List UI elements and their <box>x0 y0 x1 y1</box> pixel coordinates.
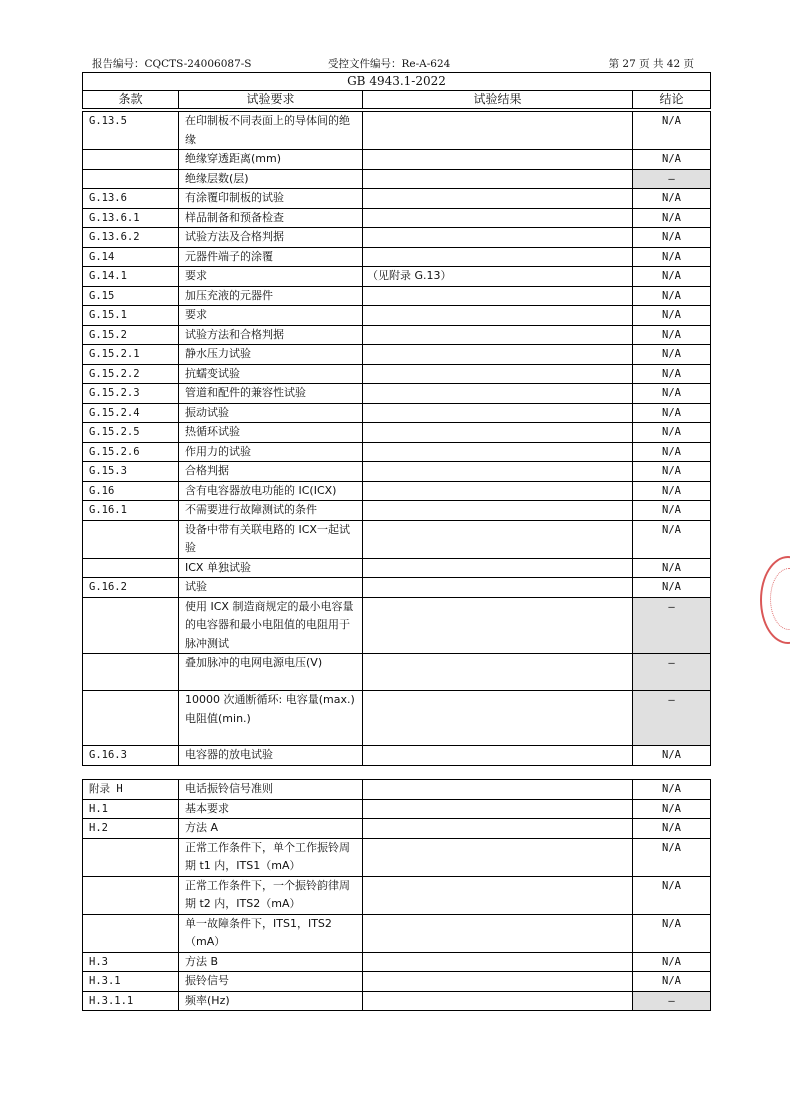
table-row <box>83 267 711 287</box>
verdict-cell: — <box>633 991 711 1011</box>
verdict-cell: N/A <box>633 189 711 209</box>
verdict-cell: N/A <box>633 780 711 800</box>
verdict-cell: N/A <box>633 384 711 404</box>
verdict-cell: N/A <box>633 403 711 423</box>
clause-cell: G.15.2 <box>83 325 179 345</box>
result-cell <box>363 208 633 228</box>
clause-cell <box>83 520 179 558</box>
table-row <box>83 691 711 746</box>
clause-cell: H.3.1.1 <box>83 991 179 1011</box>
requirement-cell: 不需要进行故障测试的条件 <box>179 501 363 521</box>
verdict-cell: N/A <box>633 819 711 839</box>
table-row <box>83 654 711 691</box>
requirement-cell: 静水压力试验 <box>179 345 363 365</box>
result-cell <box>363 972 633 992</box>
requirement-cell: 设备中带有关联电路的 ICX一起试验 <box>179 520 363 558</box>
requirement-cell: 要求 <box>179 306 363 326</box>
verdict-cell: N/A <box>633 442 711 462</box>
table-row <box>83 442 711 462</box>
clause-cell: G.16.1 <box>83 501 179 521</box>
result-cell <box>363 654 633 691</box>
table-row <box>83 578 711 598</box>
column-header-requirement: 试验要求 <box>179 91 363 109</box>
requirement-cell: 振动试验 <box>179 403 363 423</box>
verdict-cell: N/A <box>633 481 711 501</box>
result-cell <box>363 578 633 598</box>
result-cell: （见附录 G.13） <box>363 267 633 287</box>
clause-cell: G.16.2 <box>83 578 179 598</box>
verdict-cell: N/A <box>633 501 711 521</box>
standard-title: GB 4943.1-2022 <box>83 73 711 91</box>
verdict-cell: N/A <box>633 208 711 228</box>
annex-h-table <box>82 779 711 1011</box>
result-cell <box>363 247 633 267</box>
verdict-cell: N/A <box>633 306 711 326</box>
clause-cell: G.15.1 <box>83 306 179 326</box>
result-cell <box>363 442 633 462</box>
result-cell <box>363 952 633 972</box>
verdict-cell: N/A <box>633 914 711 952</box>
verdict-cell: N/A <box>633 558 711 578</box>
requirement-cell: 使用 ICX 制造商规定的最小电容量的电容器和最小电阻值的电阻用于脉冲测试 <box>179 597 363 654</box>
requirement-cell: 试验方法及合格判据 <box>179 228 363 248</box>
verdict-cell: N/A <box>633 286 711 306</box>
requirement-cell: 正常工作条件下，单个工作振铃周期 t1 内，ITS1（mA） <box>179 838 363 876</box>
requirement-cell: 单一故障条件下，ITS1，ITS2（mA） <box>179 914 363 952</box>
table-row <box>83 462 711 482</box>
clause-cell: H.3.1 <box>83 972 179 992</box>
clause-cell: G.14.1 <box>83 267 179 287</box>
requirement-cell: 作用力的试验 <box>179 442 363 462</box>
verdict-cell: N/A <box>633 952 711 972</box>
clause-cell: G.15.3 <box>83 462 179 482</box>
table-row <box>83 520 711 558</box>
requirement-cell: 热循环试验 <box>179 423 363 443</box>
requirement-cell: 方法 B <box>179 952 363 972</box>
verdict-cell: — <box>633 691 711 746</box>
requirement-cell: 有涂覆印制板的试验 <box>179 189 363 209</box>
verdict-cell: N/A <box>633 578 711 598</box>
table-row <box>83 247 711 267</box>
column-header-clause: 条款 <box>83 91 179 109</box>
verdict-cell: N/A <box>633 838 711 876</box>
clause-table <box>82 111 711 766</box>
result-cell <box>363 150 633 170</box>
table-row <box>83 991 711 1011</box>
table-row <box>83 914 711 952</box>
verdict-cell: N/A <box>633 876 711 914</box>
column-header-verdict: 结论 <box>633 91 711 109</box>
clause-cell: G.15.2.1 <box>83 345 179 365</box>
table-row <box>83 306 711 326</box>
requirement-cell: 试验 <box>179 578 363 598</box>
verdict-cell: — <box>633 597 711 654</box>
result-cell <box>363 501 633 521</box>
clause-cell: G.13.6.2 <box>83 228 179 248</box>
requirement-cell: 要求 <box>179 267 363 287</box>
clause-cell <box>83 838 179 876</box>
table-row <box>83 384 711 404</box>
requirement-cell: 在印制板不同表面上的导体间的绝缘 <box>179 112 363 150</box>
requirement-cell: 样品制备和预备检查 <box>179 208 363 228</box>
clause-cell: G.15.2.6 <box>83 442 179 462</box>
result-cell <box>363 799 633 819</box>
result-cell <box>363 691 633 746</box>
verdict-cell: N/A <box>633 799 711 819</box>
table-row <box>83 112 711 150</box>
result-cell <box>363 838 633 876</box>
clause-cell: G.15 <box>83 286 179 306</box>
page-number: 第 27 页 共 42 页 <box>608 58 694 70</box>
requirement-cell: 振铃信号 <box>179 972 363 992</box>
clause-cell: G.13.6 <box>83 189 179 209</box>
table-row <box>83 189 711 209</box>
clause-cell: G.13.5 <box>83 112 179 150</box>
result-cell <box>363 112 633 150</box>
clause-cell: H.3 <box>83 952 179 972</box>
table-row <box>83 403 711 423</box>
verdict-cell: N/A <box>633 247 711 267</box>
result-cell <box>363 286 633 306</box>
table-row <box>83 501 711 521</box>
report-header <box>82 56 710 73</box>
result-cell <box>363 819 633 839</box>
requirement-cell: 加压充液的元器件 <box>179 286 363 306</box>
requirement-cell: 元器件端子的涂覆 <box>179 247 363 267</box>
result-cell <box>363 364 633 384</box>
clause-cell: G.15.2.3 <box>83 384 179 404</box>
result-cell <box>363 597 633 654</box>
result-cell <box>363 228 633 248</box>
controlled-file-number: 受控文件编号：Re-A-624 <box>328 58 451 70</box>
verdict-cell: N/A <box>633 520 711 558</box>
result-cell <box>363 558 633 578</box>
table-row <box>83 423 711 443</box>
table-row <box>83 780 711 800</box>
column-header-result: 试验结果 <box>363 91 633 109</box>
requirement-cell: 基本要求 <box>179 799 363 819</box>
clause-cell <box>83 654 179 691</box>
requirement-cell: 绝缘穿透距离(mm) <box>179 150 363 170</box>
requirement-cell: 10000 次通断循环: 电容量(max.) 电阻值(min.) <box>179 691 363 746</box>
clause-cell <box>83 597 179 654</box>
result-cell <box>363 520 633 558</box>
result-cell <box>363 746 633 766</box>
result-cell <box>363 991 633 1011</box>
verdict-cell: N/A <box>633 345 711 365</box>
requirement-cell: 绝缘层数(层) <box>179 169 363 189</box>
result-cell <box>363 345 633 365</box>
table-row <box>83 558 711 578</box>
requirement-cell: 电话振铃信号准则 <box>179 780 363 800</box>
table-row <box>83 481 711 501</box>
clause-cell: G.13.6.1 <box>83 208 179 228</box>
table-row <box>83 597 711 654</box>
result-cell <box>363 914 633 952</box>
verdict-cell: N/A <box>633 423 711 443</box>
result-cell <box>363 169 633 189</box>
verdict-cell: N/A <box>633 462 711 482</box>
table-row <box>83 345 711 365</box>
table-row <box>83 876 711 914</box>
result-cell <box>363 462 633 482</box>
table-row <box>83 286 711 306</box>
result-cell <box>363 403 633 423</box>
clause-cell: H.2 <box>83 819 179 839</box>
result-cell <box>363 306 633 326</box>
requirement-cell: 正常工作条件下，一个振铃韵律周期 t2 内，ITS2（mA） <box>179 876 363 914</box>
table-row <box>83 799 711 819</box>
requirement-cell: 叠加脉冲的电网电源电压(V) <box>179 654 363 691</box>
clause-cell: G.15.2.5 <box>83 423 179 443</box>
table-row <box>83 819 711 839</box>
clause-cell <box>83 558 179 578</box>
requirement-cell: 电容器的放电试验 <box>179 746 363 766</box>
table-row <box>83 746 711 766</box>
table-row <box>83 228 711 248</box>
verdict-cell: N/A <box>633 228 711 248</box>
verdict-cell: N/A <box>633 267 711 287</box>
result-cell <box>363 423 633 443</box>
verdict-cell: — <box>633 169 711 189</box>
table-row <box>83 952 711 972</box>
requirement-cell: 合格判据 <box>179 462 363 482</box>
requirement-cell: ICX 单独试验 <box>179 558 363 578</box>
result-cell <box>363 384 633 404</box>
clause-cell: G.16.3 <box>83 746 179 766</box>
table-row <box>83 150 711 170</box>
clause-cell <box>83 150 179 170</box>
clause-cell: G.15.2.2 <box>83 364 179 384</box>
clause-cell <box>83 914 179 952</box>
verdict-cell: N/A <box>633 150 711 170</box>
result-cell <box>363 325 633 345</box>
verdict-cell: — <box>633 654 711 691</box>
requirement-cell: 管道和配件的兼容性试验 <box>179 384 363 404</box>
requirement-cell: 抗蠕变试验 <box>179 364 363 384</box>
requirement-cell: 频率(Hz) <box>179 991 363 1011</box>
clause-cell: G.14 <box>83 247 179 267</box>
result-cell <box>363 481 633 501</box>
table-header <box>82 72 711 109</box>
table-row <box>83 972 711 992</box>
report-number: 报告编号：CQCTS-24006087-S <box>92 58 252 70</box>
table-row <box>83 208 711 228</box>
clause-cell: G.15.2.4 <box>83 403 179 423</box>
clause-cell: H.1 <box>83 799 179 819</box>
clause-cell: G.16 <box>83 481 179 501</box>
table-row <box>83 169 711 189</box>
requirement-cell: 方法 A <box>179 819 363 839</box>
table-row <box>83 838 711 876</box>
result-cell <box>363 780 633 800</box>
verdict-cell: N/A <box>633 746 711 766</box>
clause-cell <box>83 691 179 746</box>
result-cell <box>363 876 633 914</box>
verdict-cell: N/A <box>633 364 711 384</box>
verdict-cell: N/A <box>633 325 711 345</box>
clause-cell <box>83 169 179 189</box>
result-cell <box>363 189 633 209</box>
requirement-cell: 试验方法和合格判据 <box>179 325 363 345</box>
requirement-cell: 含有电容器放电功能的 IC(ICX) <box>179 481 363 501</box>
table-row <box>83 325 711 345</box>
verdict-cell: N/A <box>633 972 711 992</box>
verdict-cell: N/A <box>633 112 711 150</box>
table-row <box>83 364 711 384</box>
clause-cell <box>83 876 179 914</box>
clause-cell: 附录 H <box>83 780 179 800</box>
